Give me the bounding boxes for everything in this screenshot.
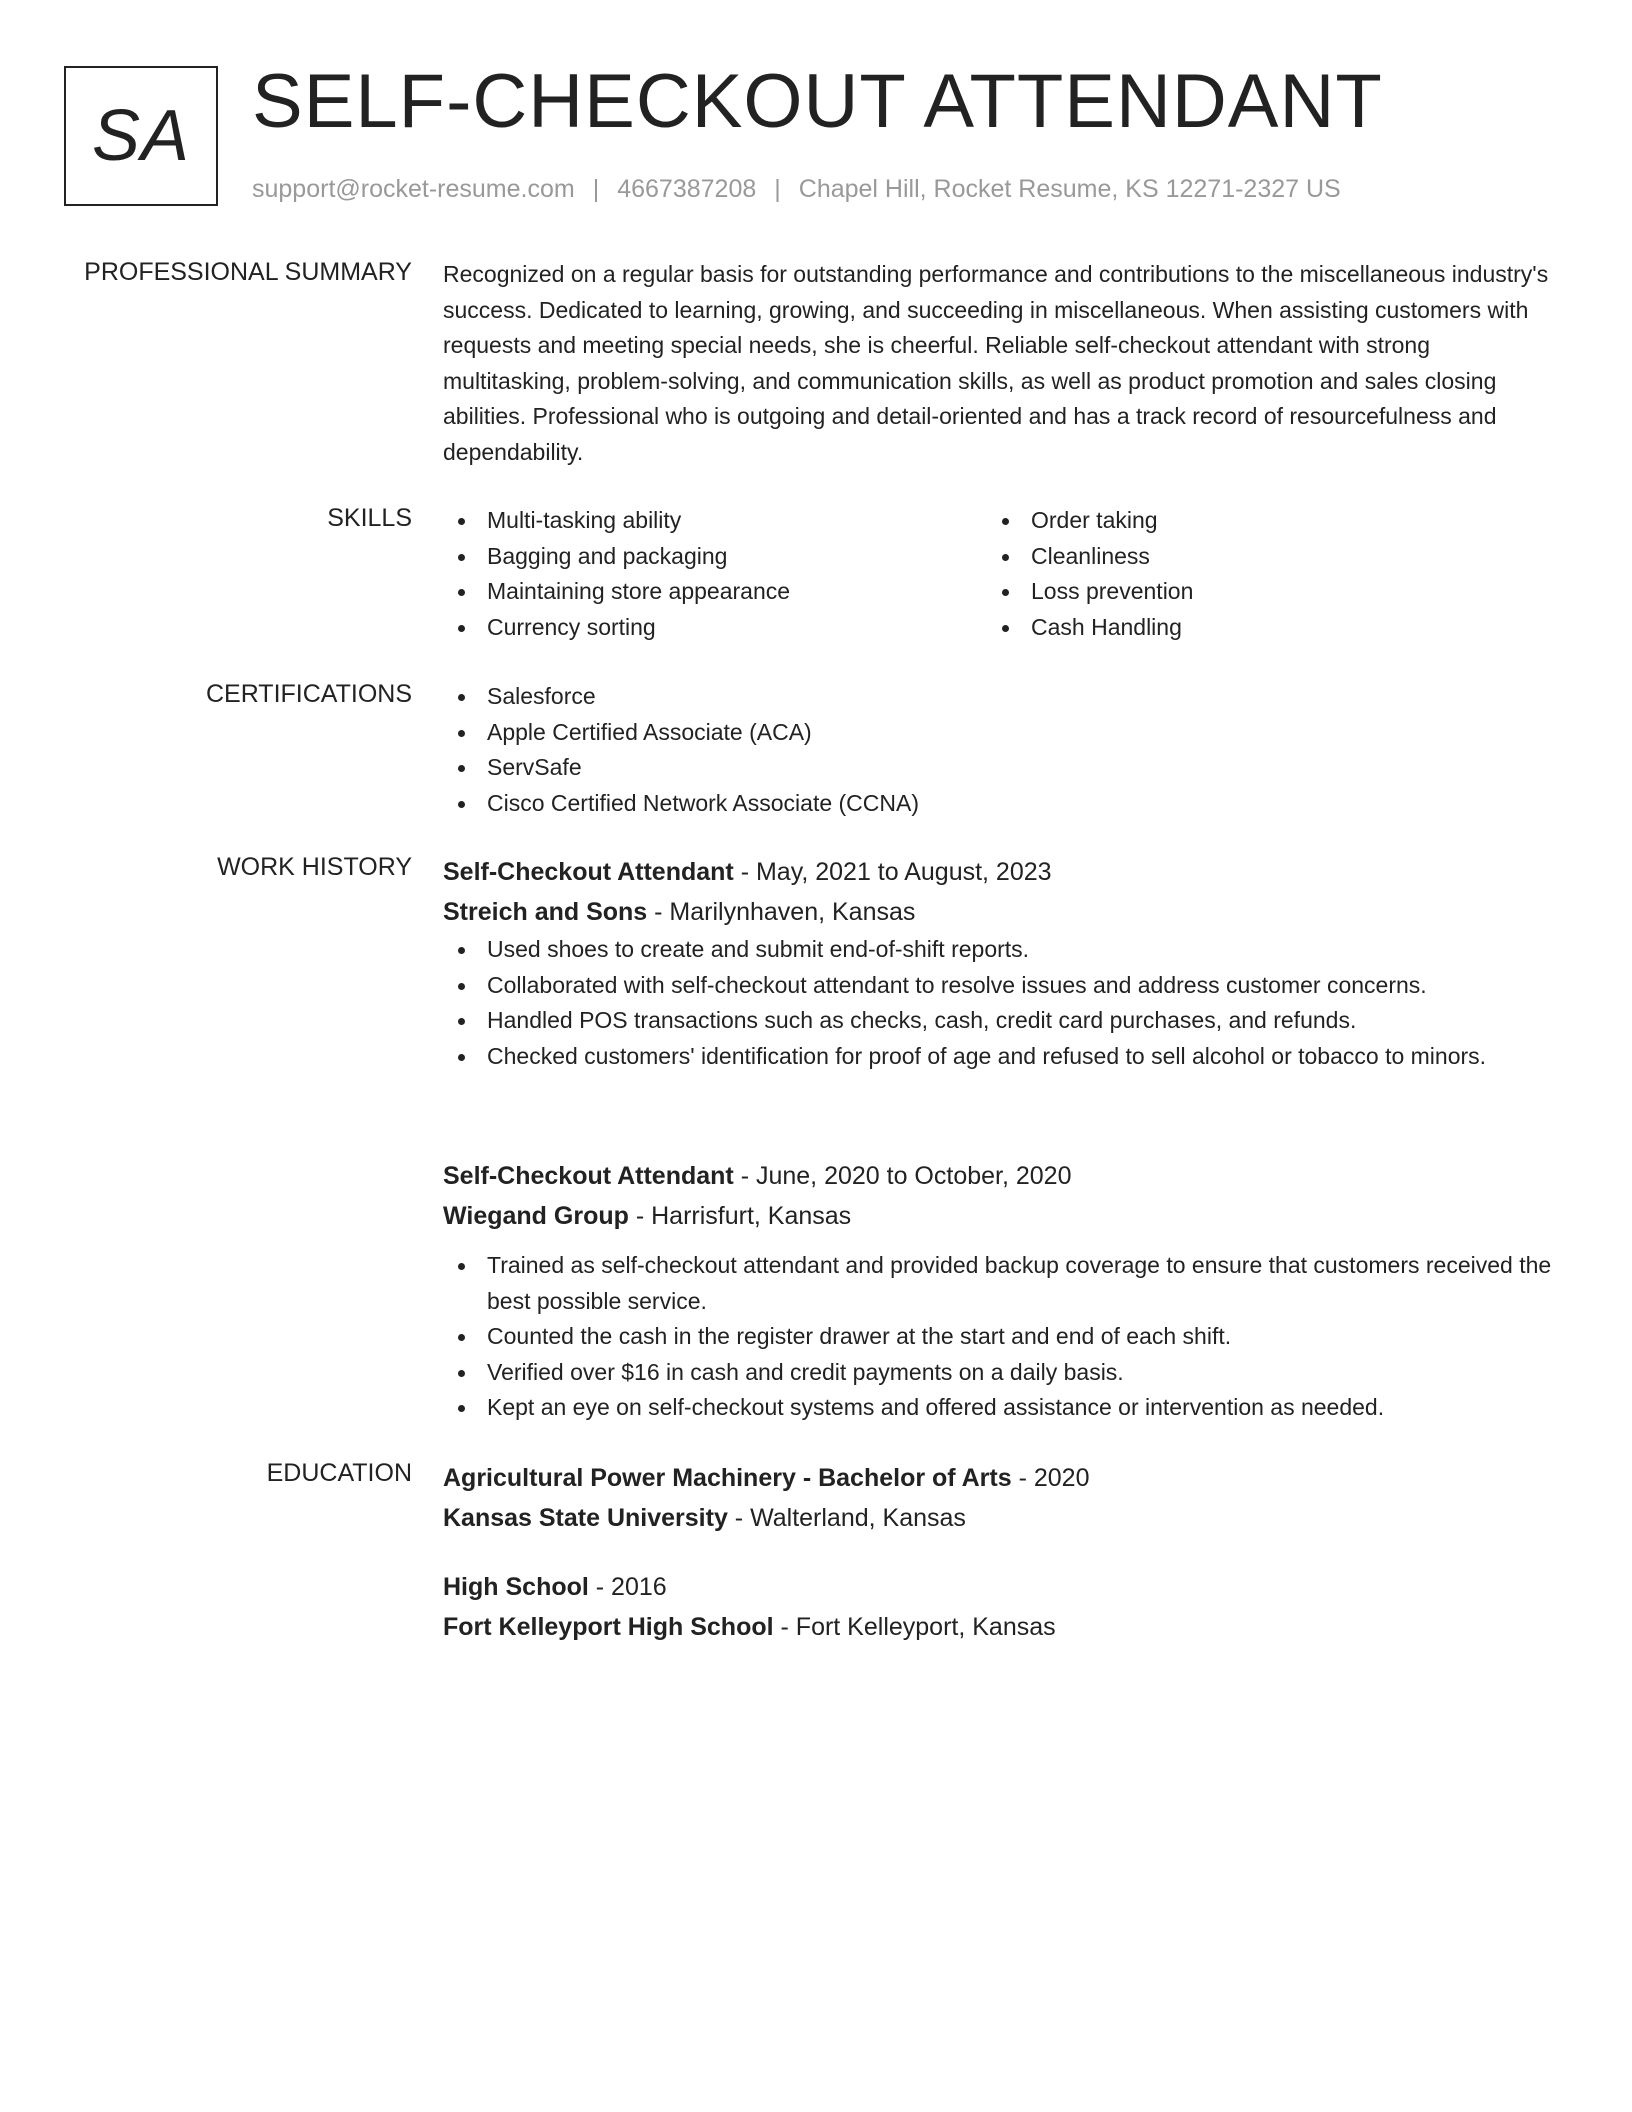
contact-line <box>252 174 1341 204</box>
education-degree-line <box>443 1458 1553 1498</box>
skill-item: Cleanliness <box>987 539 1531 575</box>
contact-separator: | <box>774 175 781 203</box>
contact-email[interactable]: support@rocket-resume.com <box>252 175 575 203</box>
section-heading-work-history: WORK HISTORY <box>217 853 412 881</box>
job-company-line <box>443 1196 1553 1236</box>
section-heading-education: EDUCATION <box>266 1459 412 1487</box>
job-duty: Checked customers' identification for proof of age and refused to sell alcohol or tobacco to minors. <box>443 1039 1553 1075</box>
contact-location: Chapel Hill, Rocket Resume, KS 12271-2327 US <box>798 175 1341 203</box>
education-location: - Walterland, Kansas <box>727 1504 966 1532</box>
education-degree-line <box>443 1567 1553 1607</box>
education-entry <box>443 1458 1553 1538</box>
contact-phone[interactable]: 4667387208 <box>617 175 757 203</box>
certifications-list <box>443 679 1553 821</box>
skills-list-left <box>443 503 987 645</box>
section-heading-summary: PROFESSIONAL SUMMARY <box>84 258 412 286</box>
job-duty: Handled POS transactions such as checks, cash, credit card purchases, and refunds. <box>443 1003 1553 1039</box>
summary-text: Recognized on a regular basis for outstanding performance and contributions to the miscellaneous industry's success. Dedicated to learning, growing, and succeeding in miscellaneous. When assisting customers with requests and meeting special needs, she is cheerful. Reliable self-checkout attendant with strong multitasking, problem-solving, and communication skills, as well as product promotion and sales closing abilities. Professional who is outgoing and detail-oriented and has a track record of resourcefulness and dependability. <box>443 261 1549 465</box>
monogram-box <box>64 66 218 206</box>
education-entry <box>443 1567 1553 1647</box>
job-entry <box>443 1156 1553 1426</box>
certification-item: ServSafe <box>443 750 1553 786</box>
education-school: Kansas State University <box>443 1504 728 1532</box>
job-duty: Used shoes to create and submit end-of-shift reports. <box>443 932 1553 968</box>
skill-item: Multi-tasking ability <box>443 503 987 539</box>
job-duty: Collaborated with self-checkout attendant to resolve issues and address customer concerns. <box>443 968 1553 1004</box>
job-duty: Trained as self-checkout attendant and provided backup coverage to ensure that customers received the best possible service. <box>443 1248 1553 1319</box>
summary-body <box>443 257 1553 470</box>
skill-item: Cash Handling <box>987 610 1531 646</box>
certification-item: Cisco Certified Network Associate (CCNA) <box>443 786 1553 822</box>
job-dates: - June, 2020 to October, 2020 <box>733 1162 1072 1190</box>
job-duty: Counted the cash in the register drawer at the start and end of each shift. <box>443 1319 1553 1355</box>
education-location: - Fort Kelleyport, Kansas <box>773 1613 1056 1641</box>
skill-item: Order taking <box>987 503 1531 539</box>
skill-item: Currency sorting <box>443 610 987 646</box>
skill-item: Maintaining store appearance <box>443 574 987 610</box>
skill-item: Bagging and packaging <box>443 539 987 575</box>
certification-item: Salesforce <box>443 679 1553 715</box>
skill-item: Loss prevention <box>987 574 1531 610</box>
certification-item: Apple Certified Associate (ACA) <box>443 715 1553 751</box>
certifications-body <box>443 679 1553 821</box>
education-body <box>443 1458 1553 1641</box>
skills-list-right <box>987 503 1531 645</box>
section-heading-skills: SKILLS <box>327 504 412 532</box>
job-duty: Verified over $16 in cash and credit payments on a daily basis. <box>443 1355 1553 1391</box>
job-title-line <box>443 1156 1553 1196</box>
education-school-line <box>443 1607 1553 1647</box>
job-duty: Kept an eye on self-checkout systems and offered assistance or intervention as needed. <box>443 1390 1553 1426</box>
job-company: Streich and Sons <box>443 898 648 926</box>
education-school-line <box>443 1498 1553 1538</box>
education-degree: Agricultural Power Machinery - Bachelor of Arts <box>443 1464 1012 1492</box>
job-entry <box>443 852 1553 1074</box>
section-heading-certifications: CERTIFICATIONS <box>205 680 412 708</box>
job-location: - Marilynhaven, Kansas <box>647 898 916 926</box>
job-location: - Harrisfurt, Kansas <box>628 1202 852 1230</box>
job-title: Self-Checkout Attendant <box>443 858 734 886</box>
education-year: - 2020 <box>1011 1464 1090 1492</box>
education-degree: High School <box>443 1573 589 1601</box>
monogram-initials: SA <box>91 96 191 176</box>
education-year: - 2016 <box>588 1573 667 1601</box>
job-title: Self-Checkout Attendant <box>443 1162 734 1190</box>
job-company: Wiegand Group <box>443 1202 629 1230</box>
work-history-body <box>443 852 1553 1420</box>
education-school: Fort Kelleyport High School <box>443 1613 774 1641</box>
contact-separator: | <box>592 175 600 203</box>
job-dates: - May, 2021 to August, 2023 <box>733 858 1052 886</box>
job-title-line <box>443 852 1553 892</box>
skills-body <box>443 503 1553 645</box>
resume-title: SELF-CHECKOUT ATTENDANT <box>252 59 1383 144</box>
job-duties-list <box>443 1248 1553 1426</box>
job-duties-list <box>443 932 1553 1074</box>
job-company-line <box>443 892 1553 932</box>
